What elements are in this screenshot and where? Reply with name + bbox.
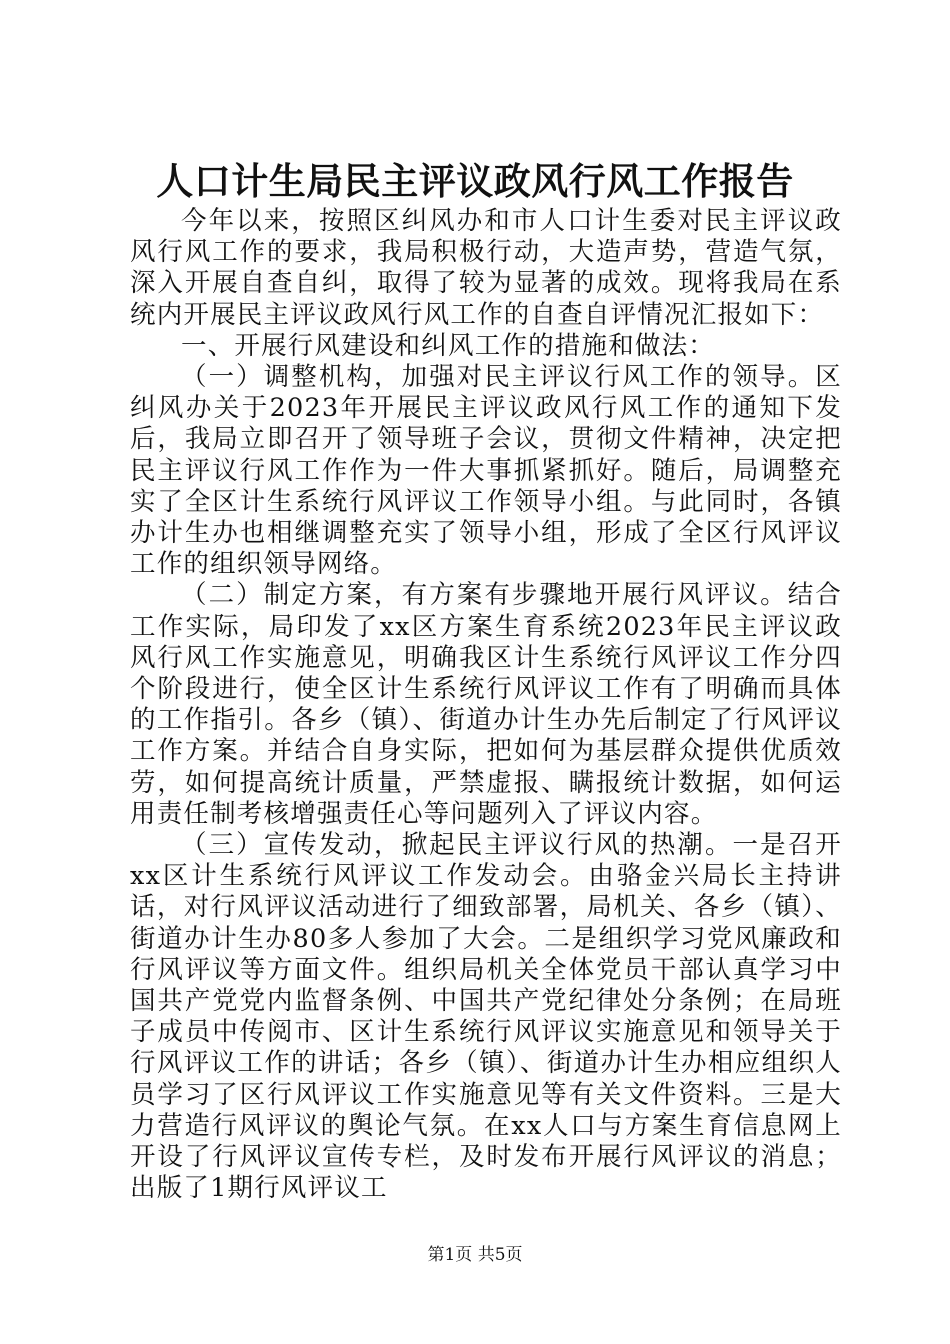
paragraph-item-3: （三）宣传发动，掀起民主评议行风的热潮。一是召开xx区计生系统行风评议工作发动会。由骆金兴局长主持讲话，对行风评议活动进行了细致部署，局机关、各乡（镇）、街道办计生办80多人参加了大会。二是组织学习党风廉政和行风评议等方面文件。组织局机关全体党员干部认真学习中国共产党党内监督条例、中国共产党纪律处分条例；在局班子成员中传阅市、区计生系统行风评议实施意见和领导关于行风评议工作的讲话；各乡（镇）、街道办计生办相应组织人员学习了区行风评议工作实施意见等有关文件资料。三是大力营造行风评议的舆论气氛。在xx人口与方案生育信息网上开设了行风评议宣传专栏，及时发布开展行风评议的消息；出版了1期行风评议工 [130, 830, 842, 1204]
document-title: 人口计生局民主评议政风行风工作报告 [156, 159, 794, 203]
document-body [130, 206, 842, 1205]
paragraph-intro: 今年以来，按照区纠风办和市人口计生委对民主评议政风行风工作的要求，我局积极行动，大造声势，营造气氛，深入开展自查自纠，取得了较为显著的成效。现将我局在系统内开展民主评议政风行风工作的自查自评情况汇报如下： [130, 206, 842, 330]
paragraph-item-1: （一）调整机构，加强对民主评议行风工作的领导。区纠风办关于2023年开展民主评议政风行风工作的通知下发后，我局立即召开了领导班子会议，贯彻文件精神，决定把民主评议行风工作作为一件大事抓紧抓好。随后，局调整充实了全区计生系统行风评议工作领导小组。与此同时，各镇办计生办也相继调整充实了领导小组，形成了全区行风评议工作的组织领导网络。 [130, 362, 842, 580]
page-footer: 第1页 共5页 [427, 1245, 523, 1265]
section-heading-measures: 一、开展行风建设和纠风工作的措施和做法： [181, 330, 716, 361]
paragraph-item-2: （二）制定方案，有方案有步骤地开展行风评议。结合工作实际，局印发了xx区方案生育系统2023年民主评议政风行风工作实施意见，明确我区计生系统行风评议工作分四个阶段进行，使全区计生系统行风评议工作有了明确而具体的工作指引。各乡（镇）、街道办计生办先后制定了行风评议工作方案。并结合自身实际，把如何为基层群众提供优质效劳，如何提高统计质量，严禁虚报、瞒报统计数据，如何运用责任制考核增强责任心等问题列入了评议内容。 [130, 580, 842, 829]
